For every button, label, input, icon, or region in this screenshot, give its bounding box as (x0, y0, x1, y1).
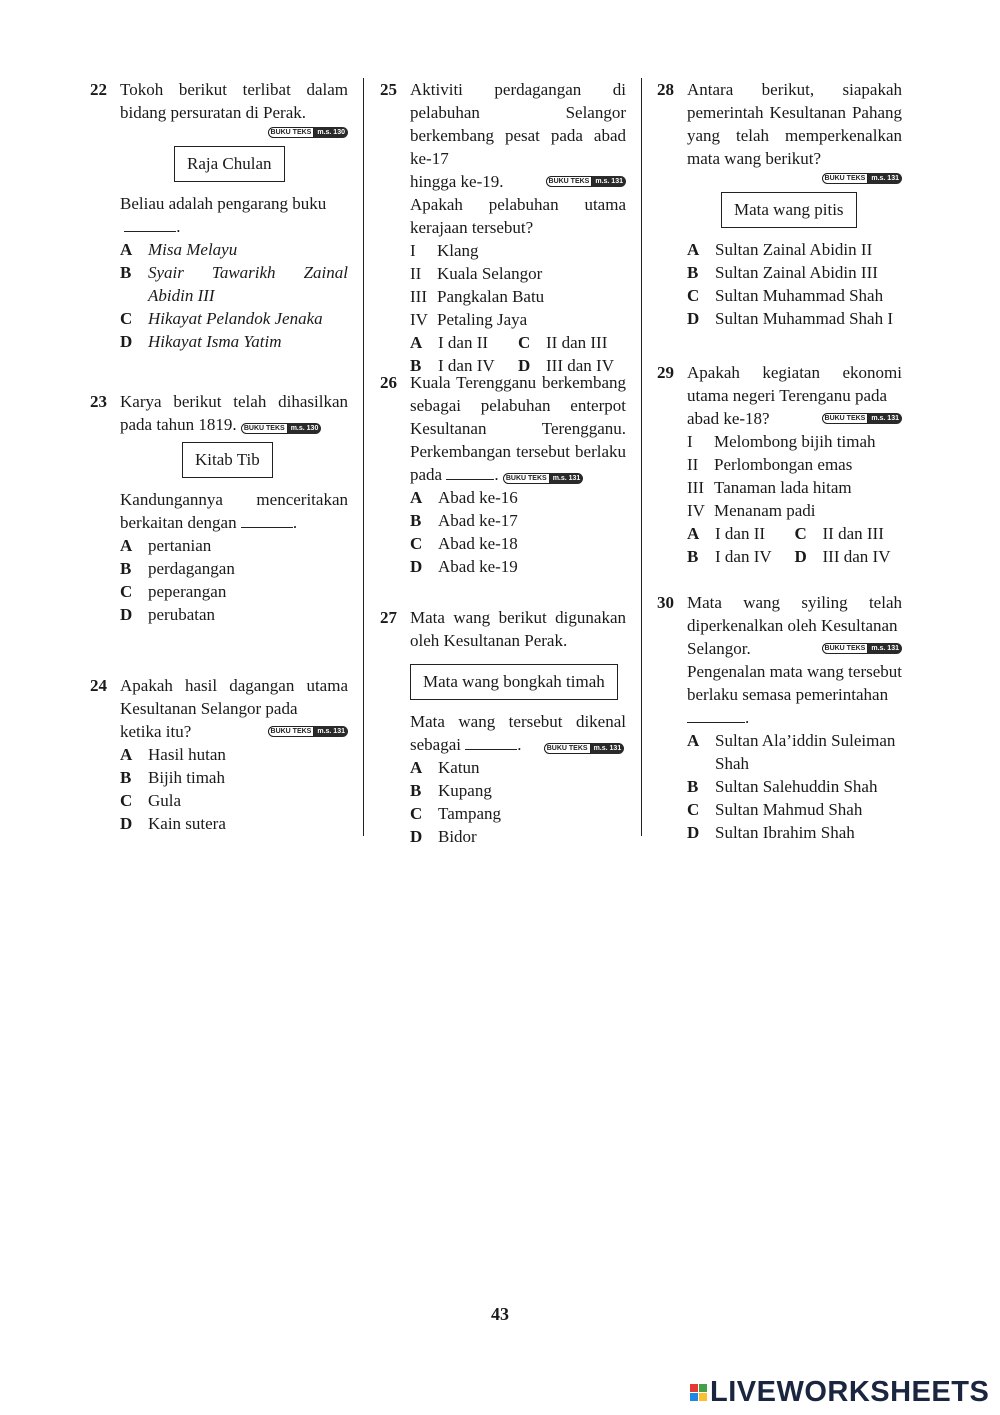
question-22 (90, 78, 348, 390)
question-stem-2: Mata wang tersebut dikenal sebagai . BUKU TEKS m.s. 131 (410, 712, 626, 754)
option-d[interactable]: D III dan IV (794, 547, 891, 566)
question-23 (90, 390, 348, 674)
option-c[interactable]: C Gula (120, 791, 182, 810)
question-number: 27 (380, 608, 397, 627)
option-c[interactable]: C II dan III (518, 333, 608, 352)
question-26 (380, 371, 626, 606)
option-a[interactable]: A Katun (410, 758, 480, 777)
source-box: Kitab Tib (182, 442, 273, 478)
answer-blank: . (120, 215, 348, 238)
option-d[interactable]: D Sultan Muhammad Shah I (687, 309, 894, 328)
question-27 (380, 606, 626, 848)
option-c[interactable]: C Hikayat Pelandok Jenaka (120, 309, 323, 328)
question-stem: Apakah hasil dagangan utama Kesultanan Selangor pada (120, 676, 348, 718)
question-number: 28 (657, 80, 674, 99)
textbook-badge: BUKU TEKS m.s. 131 (544, 743, 624, 754)
liveworksheets-logo-text: LIVEWORKSHEETS (710, 1376, 990, 1408)
option-d[interactable]: D Kain sutera (120, 814, 226, 833)
option-a[interactable]: A I dan II (410, 333, 489, 352)
question-stem: Mata wang berikut digunakan oleh Kesultanan Perak. (410, 608, 626, 650)
option-b[interactable]: B Bijih timah (120, 768, 225, 787)
statement-iii: III Pangkalan Batu (410, 287, 545, 306)
option-d[interactable]: D Sultan Ibrahim Shah (687, 823, 855, 842)
question-stem-2: Kandungannya menceritakan berkaitan dengan . (120, 490, 348, 532)
statement-ii: II Kuala Selangor (410, 264, 543, 283)
question-stem-end: Selangor. (687, 639, 751, 658)
option-b[interactable]: B Abad ke-17 (410, 511, 518, 530)
statement-iv: IV Petaling Jaya (410, 310, 528, 329)
textbook-badge: BUKU TEKS m.s. 130 (241, 423, 321, 434)
question-stem: Apakah kegiatan ekonomi utama negeri Terenganu pada (687, 363, 902, 405)
textbook-badge: BUKU TEKS m.s. 131 (822, 643, 902, 654)
question-25 (380, 78, 626, 375)
option-c[interactable]: C Tampang (410, 804, 502, 823)
option-c[interactable]: C Sultan Muhammad Shah (687, 286, 884, 305)
question-stem: Mata wang syiling telah diperkenalkan oleh Kesultanan (687, 593, 902, 635)
option-b[interactable]: B Kupang (410, 781, 492, 800)
statement-i: I Klang (410, 241, 479, 260)
option-b[interactable]: B I dan IV (687, 547, 772, 566)
answer-blank: . (687, 706, 902, 729)
question-number: 30 (657, 593, 674, 612)
question-stem: Tokoh berikut terlibat dalam bidang persuratan di Perak. (120, 80, 348, 122)
statement-i: I Melombong bijih timah (687, 432, 876, 451)
column-1 (90, 78, 348, 835)
option-a[interactable]: A Sultan Zainal Abidin II (687, 240, 873, 259)
column-divider-1 (363, 78, 364, 836)
option-d[interactable]: D III dan IV (518, 356, 614, 375)
option-d[interactable]: D Bidor (410, 827, 477, 846)
question-stem: Kuala Terengganu berkembang sebagai pelabuhan enterpot Kesultanan Terengganu. Perkembangan tersebut berlaku pada . BUKU TEKS m.s. 131 (410, 373, 626, 484)
option-a[interactable]: A Misa Melayu (120, 240, 238, 259)
question-28 (657, 78, 902, 361)
option-a[interactable]: A pertanian (120, 536, 212, 555)
textbook-badge: BUKU TEKS m.s. 131 (822, 173, 902, 184)
textbook-badge: BUKU TEKS m.s. 131 (268, 726, 348, 737)
source-box: Raja Chulan (174, 146, 285, 182)
textbook-badge: BUKU TEKS m.s. 130 (268, 127, 348, 138)
question-stem-2: Apakah pelabuhan utama kerajaan tersebut? (410, 195, 626, 237)
option-c[interactable]: C Abad ke-18 (410, 534, 518, 553)
option-b[interactable]: B Syair Tawarikh Zainal Abidin III (120, 263, 348, 305)
question-number: 26 (380, 373, 397, 392)
question-stem: Karya berikut telah dihasilkan pada tahun 1819. BUKU TEKS m.s. 130 (120, 392, 348, 434)
page-number: 43 (491, 1304, 509, 1324)
statement-iii: III Tanaman lada hitam (687, 478, 852, 497)
option-b[interactable]: B I dan IV (410, 356, 495, 375)
option-b[interactable]: B perdagangan (120, 559, 235, 578)
question-number: 24 (90, 676, 107, 695)
liveworksheets-logo-icon (690, 1384, 707, 1401)
option-a[interactable]: A Hasil hutan (120, 745, 226, 764)
question-stem-2: Pengenalan mata wang tersebut berlaku semasa pemerintahan (687, 662, 902, 704)
source-box: Mata wang pitis (721, 192, 857, 228)
question-number: 22 (90, 80, 107, 99)
option-c[interactable]: C II dan III (794, 524, 884, 543)
question-stem-2: Beliau adalah pengarang buku (120, 194, 327, 213)
question-stem: Aktiviti perdagangan di pelabuhan Selangor berkembang pesat pada abad ke-17 (410, 80, 626, 168)
column-2 (380, 78, 626, 848)
statement-iv: IV Menanam padi (687, 501, 816, 520)
textbook-badge: BUKU TEKS m.s. 131 (822, 413, 902, 424)
question-24 (90, 674, 348, 835)
source-box: Mata wang bongkah timah (410, 664, 618, 700)
option-c[interactable]: C Sultan Mahmud Shah (687, 800, 863, 819)
option-b[interactable]: B Sultan Zainal Abidin III (687, 263, 878, 282)
question-stem: Antara berikut, siapakah pemerintah Kesultanan Pahang yang telah memperkenalkan mata wang berikut? (687, 80, 902, 168)
question-stem-end: ketika itu? (120, 722, 192, 741)
option-c[interactable]: C peperangan (120, 582, 227, 601)
question-stem-end: hingga ke-19. (410, 172, 504, 191)
option-a[interactable]: A Abad ke-16 (410, 488, 518, 507)
question-30 (657, 591, 902, 844)
liveworksheets-logo[interactable] (690, 1376, 989, 1408)
option-a[interactable]: A Sultan Ala’iddin Suleiman Shah (687, 731, 896, 773)
question-number: 25 (380, 80, 397, 99)
question-29 (657, 361, 902, 591)
question-number: 23 (90, 392, 107, 411)
question-number: 29 (657, 363, 674, 382)
textbook-badge: BUKU TEKS m.s. 131 (503, 473, 583, 484)
statement-ii: II Perlombongan emas (687, 455, 853, 474)
option-a[interactable]: A I dan II (687, 524, 766, 543)
option-b[interactable]: B Sultan Salehuddin Shah (687, 777, 878, 796)
option-d[interactable]: D Abad ke-19 (410, 557, 518, 576)
option-d[interactable]: D perubatan (120, 605, 216, 624)
question-stem-end: abad ke-18? (687, 409, 770, 428)
option-d[interactable]: D Hikayat Isma Yatim (120, 332, 282, 351)
column-3 (657, 78, 902, 844)
column-divider-2 (641, 78, 642, 836)
textbook-badge: BUKU TEKS m.s. 131 (546, 176, 626, 187)
